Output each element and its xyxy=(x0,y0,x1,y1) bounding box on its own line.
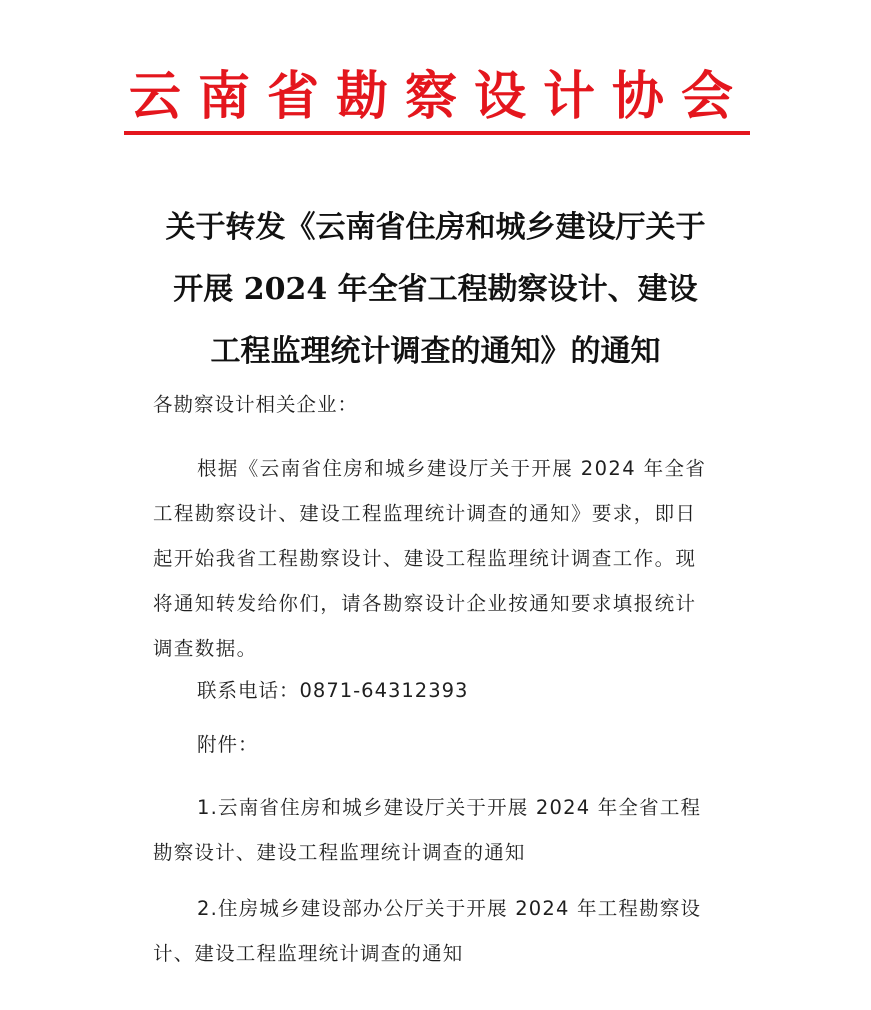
title-line-1: 关于转发《云南省住房和城乡建设厅关于 xyxy=(165,210,706,245)
attachment-2-line-1: 2.住房城乡建设部办公厅关于开展 2024 年工程勘察设 xyxy=(197,897,702,920)
attachment-item-2 xyxy=(153,886,753,976)
attachment-2-line-2: 计、建设工程监理统计调查的通知 xyxy=(153,942,464,965)
attachment-1-line-2: 勘察设计、建设工程监理统计调查的通知 xyxy=(153,841,526,864)
paragraph-line-4: 将通知转发给你们，请各勘察设计企业按通知要求填报统计 xyxy=(153,592,697,615)
contact-phone: 联系电话：0871-64312393 xyxy=(197,679,469,702)
title-line-3: 工程监理统计调查的通知》的通知 xyxy=(210,334,661,369)
paragraph-line-3: 起开始我省工程勘察设计、建设工程监理统计调查工作。现 xyxy=(153,547,697,570)
letterhead-red-rule xyxy=(124,131,750,135)
document-title xyxy=(0,197,871,383)
paragraph-line-5: 调查数据。 xyxy=(153,637,258,660)
attachments-label: 附件： xyxy=(197,733,259,756)
title-line-2: 开展 2024 年全省工程勘察设计、建设 xyxy=(173,272,698,307)
attachment-item-1 xyxy=(153,785,753,875)
paragraph-line-1: 根据《云南省住房和城乡建设厅关于开展 2024 年全省 xyxy=(197,457,707,480)
attachment-1-line-1: 1.云南省住房和城乡建设厅关于开展 2024 年全省工程 xyxy=(197,796,702,819)
body-paragraph xyxy=(153,446,753,671)
paragraph-line-2: 工程勘察设计、建设工程监理统计调查的通知》要求，即日 xyxy=(153,502,697,525)
letterhead-org-name: 云南省勘察设计协会 xyxy=(128,66,750,127)
salutation: 各勘察设计相关企业： xyxy=(153,393,359,416)
